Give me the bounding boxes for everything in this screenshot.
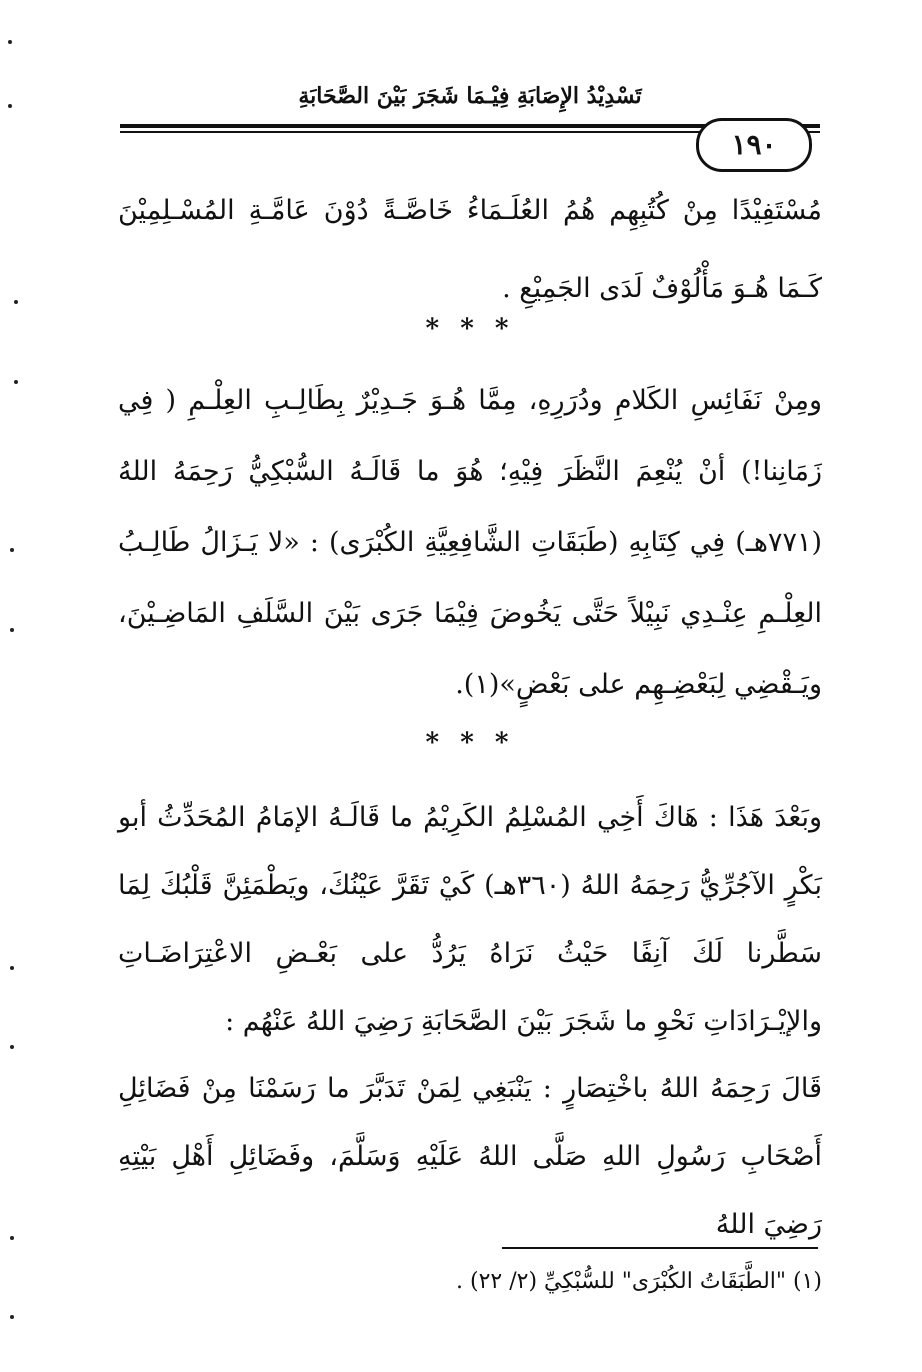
scan-mark [10,1045,14,1049]
paragraph-2: ومِنْ نَفَائِسِ الكَلامِ ودُرَرِهِ، مِمَّا هُـوَ جَـدِيْرٌ بِطَالِـبِ العِلْـمِ ( فِي زَمَانِنا!) أنْ يُنْعِمَ النَّظَرَ فِيْهِ؛ هُوَ ما قَالَـهُ السُّبْكِيُّ رَحِمَهُ اللهُ (٧٧١هـ) فِي كِتَابِهِ (طَبَقَاتِ الشَّافِعِيَّةِ الكُبْرَى) : «لا يَـزَالُ طَالِـبُ العِلْـمِ عِنْـدِي نَبِيْلاً حَتَّى يَخُوضَ فِيْمَا جَرَى بَيْنَ السَّلَفِ المَاضِـيْنَ، ويَـقْضِي لِبَعْضِـهِم على بَعْضٍ»(١). [118,385,822,700]
scan-mark [10,628,14,632]
scan-mark [14,300,18,304]
page-number: ١٩٠ [696,118,812,172]
scan-mark [8,40,12,44]
paragraph-1: مُسْتَفِيْدًا مِنْ كُتُبِهِم هُمُ العُلَـمَاءُ خَاصَّـةً دُوْنَ عَامَّـةِ المُسْـلِمِيْنَ كَـمَا هُـوَ مَأْلُوْفٌ لَدَى الجَمِيْعِ . [118,195,822,304]
scan-mark [8,104,12,108]
paragraph-3: وبَعْدَ هَذَا : هَاكَ أَخِي المُسْلِمُ الكَرِيْمُ ما قَالَـهُ الإمَامُ المُحَدِّثُ أبو بَكْرٍ الآجُرِّيُّ رَحِمَهُ اللهُ (٣٦٠هـ) كَيْ تَقَرَّ عَيْنُكَ، ويَطْمَئِنَّ قَلْبُكَ لِمَا سَطَّرنا لَكَ آنِفًا حَيْثُ نَرَاهُ يَرُدُّ على بَعْـضِ الاعْتِرَاضَـاتِ والإيْـرَادَاتِ نَحْوِ ما شَجَرَ بَيْنَ الصَّحَابَةِ رَضِيَ اللهُ عَنْهُم : [118,802,822,1037]
running-header: تَسْدِيْدُ الإِصَابَةِ فِيْـمَا شَجَرَ بَيْنَ الصَّحَابَةِ [298,83,642,109]
scan-mark [10,966,14,970]
paragraph-4: قَالَ رَحِمَهُ اللهُ باخْتِصَارٍ : يَنْبَغِي لِمَنْ تَدَبَّرَ ما رَسَمْنَا مِنْ فَضَائِلِ أَصْحَابِ رَسُولِ اللهِ صَلَّى اللهُ عَلَيْهِ وَسَلَّمَ، وفَضَائِلِ أَهْلِ بَيْتِهِ رَضِيَ اللهُ [118,1073,822,1240]
section-separator: * * * [425,728,515,758]
scan-mark [10,1236,14,1240]
scan-mark [10,1315,14,1319]
scan-mark [10,548,14,552]
scan-mark [14,380,18,384]
footnote-rule [502,1247,818,1249]
footnote: (١) "الطَّبَقَاتُ الكُبْرَى" للسُّبْكِيِّ (٢/ ٢٢) . [456,1269,822,1294]
section-separator: * * * [425,314,515,344]
